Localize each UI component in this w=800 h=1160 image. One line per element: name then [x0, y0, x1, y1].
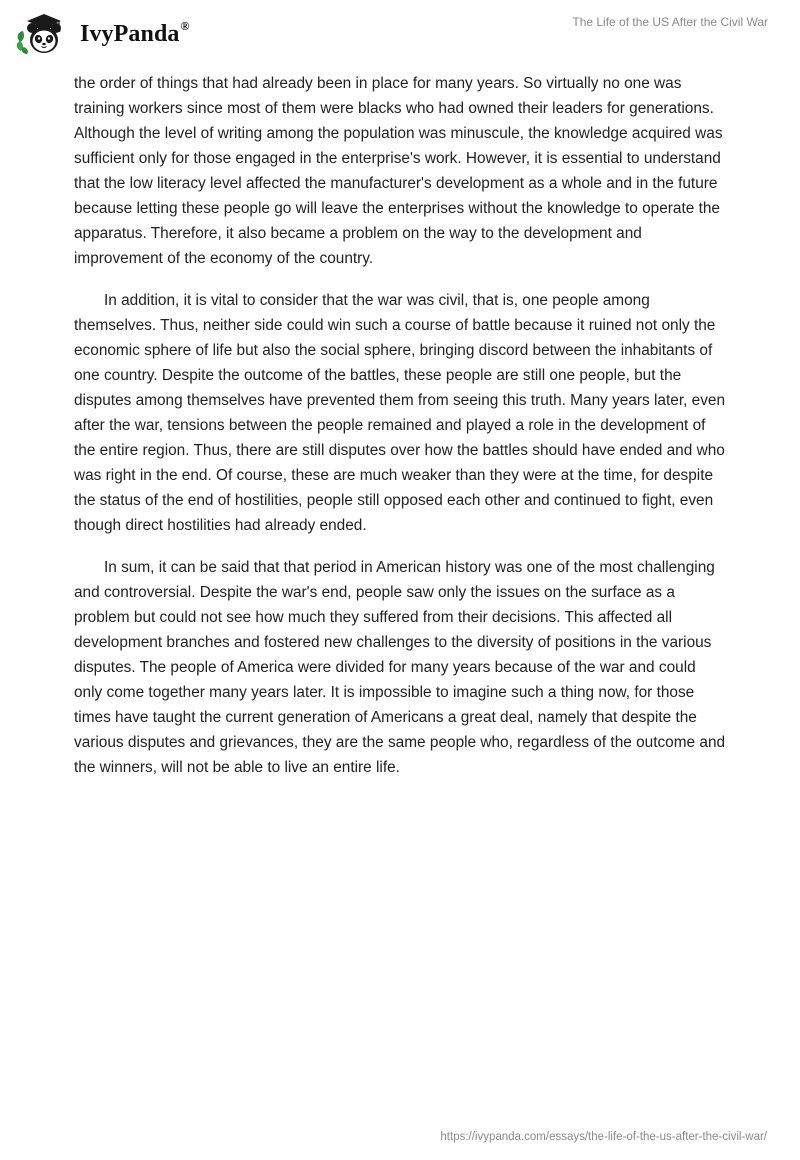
- paragraph-2: In addition, it is vital to consider that the war was civil, that is, one people among themselves. Thus, neither side could win such a course of battle because it ruined not only the economic sphere of life but also the social sphere, bringing discord between the inhabitants of one country. Despite the outcome of the battles, these people are still one people, but the disputes among themselves have prevented them from seeing this truth. Many years later, even after the war, tensions between the people remained and played a role in the development of the entire region. Thus, there are still disputes over how the battles should have ended and who was right in the end. Of course, these are much weaker than they were at the time, for despite the status of the end of hostilities, people still opposed each other and continued to fight, even though direct hostilities had already ended.: [74, 292, 726, 534]
- registered-mark: ®: [180, 19, 190, 33]
- essay-body: [74, 71, 728, 797]
- source-url-link[interactable]: https://ivypanda.com/essays/the-life-of-the-us-after-the-civil-war/: [440, 1131, 767, 1143]
- ivypanda-logo[interactable]: [14, 10, 190, 58]
- panda-graduation-cap-icon: [14, 12, 76, 56]
- paragraph-3: In sum, it can be said that that period in American history was one of the most challenging and controversial. Despite the war's end, people saw only the issues on the surface as a problem but could not see how much they suffered from their decisions. This affected all development branches and fostered new challenges to the diversity of positions in the various disputes. The people of America were divided for many years because of the war and could only come together many years later. It is impossible to imagine such a thing now, for those times have taught the current generation of Americans a great deal, namely that despite the various disputes and grievances, they are the same people who, regardless of the outcome and the winners, will not be able to live an entire life.: [74, 559, 726, 776]
- paragraph-1: the order of things that had already been in place for many years. So virtually no one was training workers since most of them were blacks who had owned their leaders for generations. Although the level of writing among the population was minuscule, the knowledge acquired was sufficient only for those engaged in the enterprise's work. However, it is essential to understand that the low literacy level affected the manufacturer's development as a whole and in the future because letting these people go will leave the enterprises without the knowledge to operate the apparatus. Therefore, it also became a problem on the way to the development and improvement of the economy of the country.: [74, 75, 723, 267]
- document-title: The Life of the US After the Civil War: [572, 15, 768, 29]
- brand-name: IvyPanda®: [80, 19, 190, 47]
- page-header: [0, 0, 800, 70]
